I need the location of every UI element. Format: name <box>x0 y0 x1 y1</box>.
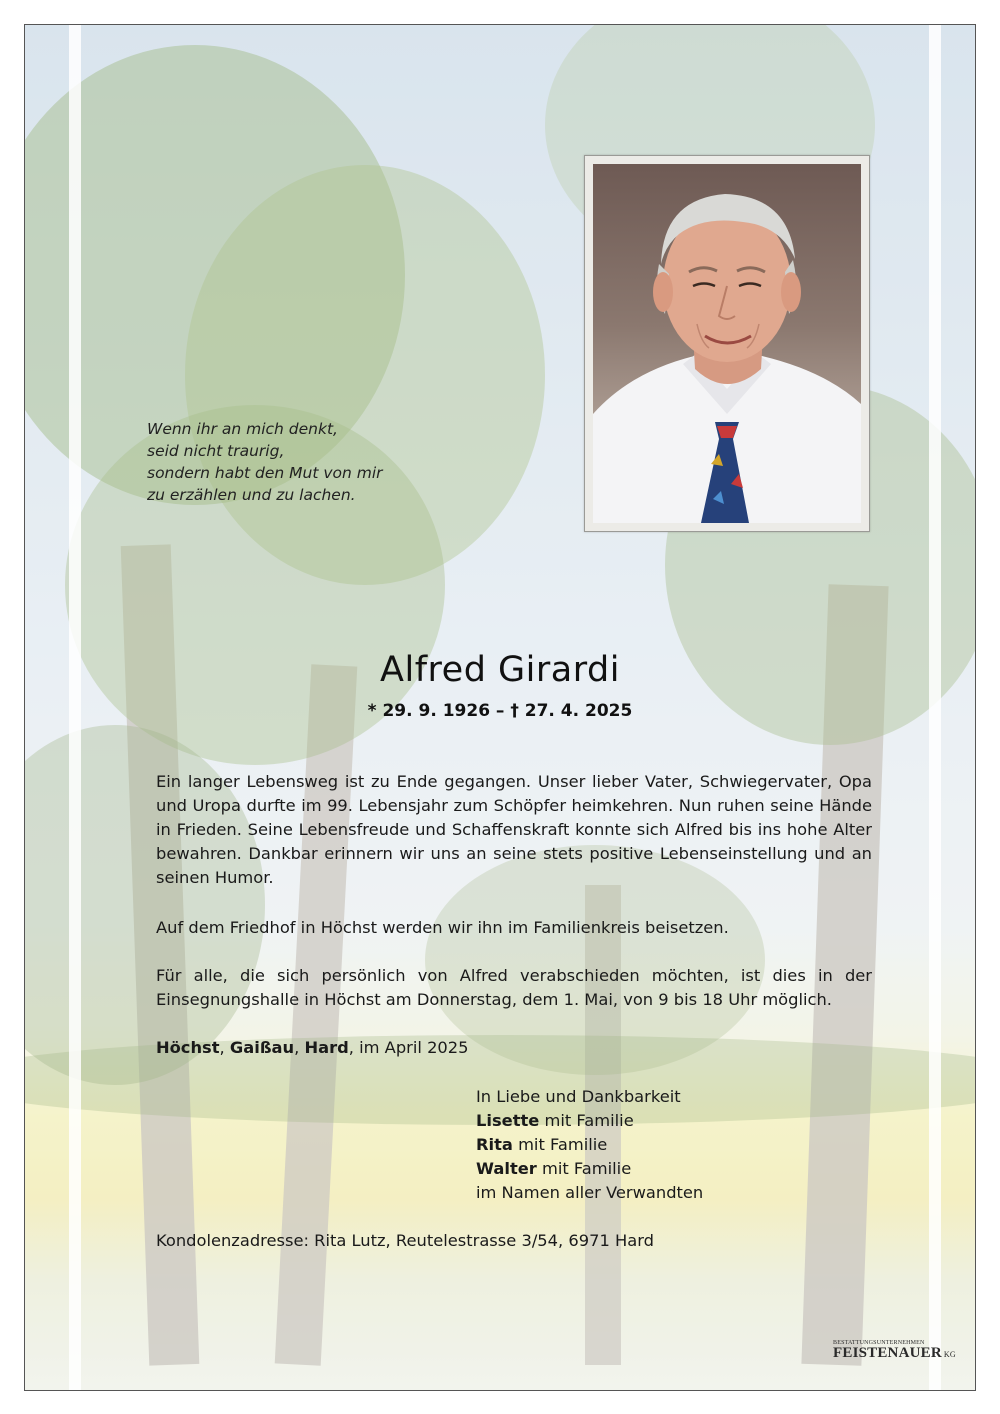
condolence-address: Kondolenzadresse: Rita Lutz, Reutelestrasse 3/54, 6971 Hard <box>156 1231 654 1250</box>
deceased-name: Alfred Girardi <box>380 650 620 690</box>
burial-paragraph: Auf dem Friedhof in Höchst werden wir ihn im Familienkreis beisetzen. <box>156 918 729 937</box>
date-text: , im April 2025 <box>348 1038 469 1057</box>
family-member-suffix: mit Familie <box>539 1111 634 1130</box>
funeral-home-logo <box>833 1340 956 1362</box>
quote-line: Wenn ihr an mich denkt, <box>147 420 338 438</box>
separator: , <box>294 1038 305 1057</box>
memorial-quote <box>147 418 507 506</box>
family-member-suffix: mit Familie <box>512 1135 608 1154</box>
place-name: Gaißau <box>229 1038 295 1057</box>
portrait-illustration <box>593 164 861 523</box>
signature-intro: In Liebe und Dankbarkeit <box>476 1087 681 1106</box>
quote-line: seid nicht traurig, <box>147 442 285 460</box>
portrait-frame <box>584 155 870 532</box>
quote-line: sondern habt den Mut von mir <box>147 464 383 482</box>
family-member-name: Walter <box>476 1159 537 1178</box>
family-member-suffix: mit Familie <box>536 1159 632 1178</box>
separator: , <box>219 1038 230 1057</box>
portrait-photo <box>593 164 861 523</box>
family-member <box>476 1157 703 1181</box>
family-member-name: Rita <box>476 1135 513 1154</box>
family-member <box>476 1133 703 1157</box>
logo-wordmark <box>833 1345 956 1362</box>
life-dates: * 29. 9. 1926 – † 27. 4. 2025 <box>367 701 633 721</box>
quote-line: zu erzählen und zu lachen. <box>147 486 356 504</box>
place-name: Hard <box>304 1038 349 1057</box>
obituary-paragraph: Ein langer Lebensweg ist zu Ende gegangen. Unser lieber Vater, Schwiegervater, Opa und Uropa durfte im 99. Lebensjahr zum Schöpfer heimkehren. Nun ruhen seine Hände in Frieden. Seine Lebensfreude und Schaffenskraft konnte sich Alfred bis ins hohe Alter bewahren. Dankbar erinnern wir uns an seine stets positive Lebenseinstellung und an seinen Humor. <box>156 772 872 887</box>
logo-tagline: BESTATTUNGSUNTERNEHMEN <box>833 1340 925 1346</box>
logo-name: FEISTENAUER <box>833 1345 942 1361</box>
family-member-name: Lisette <box>476 1111 540 1130</box>
place-date-line <box>156 1038 469 1057</box>
family-member <box>476 1109 703 1133</box>
signature-closing: im Namen aller Verwandten <box>476 1183 704 1202</box>
farewell-paragraph: Für alle, die sich persönlich von Alfred verabschieden möchten, ist dies in der Einsegnungshalle in Höchst am Donnerstag, dem 1. Mai, von 9 bis 18 Uhr möglich. <box>156 966 872 1009</box>
signature-block <box>476 1085 703 1205</box>
place-name: Höchst <box>156 1038 220 1057</box>
logo-suffix: KG <box>943 1350 956 1359</box>
